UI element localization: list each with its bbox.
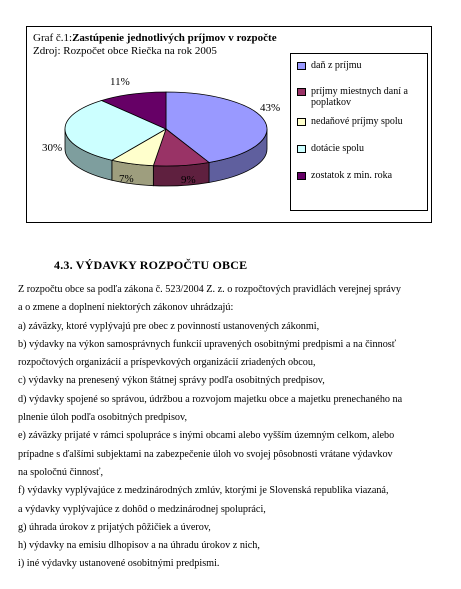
body-line: a výdavky vyplývajúce z dohôd o medzinárodnej spolupráci,: [18, 503, 266, 515]
body-line: a o zmene a doplnení niektorých zákonov uhrádzajú:: [18, 302, 234, 314]
section-heading: 4.3. VÝDAVKY ROZPOČTU OBCE: [54, 258, 248, 272]
data-label-dan-z-prijmu: 43%: [260, 102, 281, 114]
data-label-nedanove: 7%: [119, 173, 134, 185]
legend-label: príjmy miestnych daní a poplatkov: [311, 86, 408, 108]
body-line: prípadne s ďalšími subjektami na zabezpečenie úloh vo svojej pôsobnosti vrátane výdavkov: [18, 448, 393, 460]
chart-subtitle: Zdroj: Rozpočet obce Riečka na rok 2005: [33, 45, 217, 57]
body-line: f) výdavky vyplývajúce z medzinárodných zmlúv, ktorými je Slovenská republika viazaná,: [18, 485, 389, 497]
chart-legend: [290, 53, 428, 211]
chart-title-main: Zastúpenie jednotlivých príjmov v rozpočte: [72, 32, 277, 44]
legend-label: nedaňové príjmy spolu: [311, 116, 403, 127]
body-line: d) výdavky spojené so správou, údržbou a rozvojom majetku obce a majetku prenechaného na: [18, 393, 403, 405]
body-line: h) výdavky na emisiu dlhopisov a na úhradu úrokov z nich,: [18, 540, 260, 552]
body-line: i) iné výdavky ustanovené osobitnými predpismi.: [18, 558, 220, 570]
body-line: c) výdavky na prenesený výkon štátnej správy podľa osobitných predpisov,: [18, 375, 325, 387]
legend-swatch: [297, 145, 306, 153]
data-label-zostatok: 11%: [110, 76, 130, 88]
body-line: Z rozpočtu obce sa podľa zákona č. 523/2004 Z. z. o rozpočtových pravidlách verejnej správy: [18, 284, 401, 295]
body-line: plnenie úloh podľa osobitných predpisov,: [18, 412, 187, 424]
legend-label: dotácie spolu: [311, 143, 365, 154]
chart-frame: [26, 26, 432, 223]
legend-swatch: [297, 172, 306, 180]
body-line: e) záväzky prijaté v rámci spolupráce s inými obcami alebo vyšším územným celkom, alebo: [18, 430, 395, 442]
data-label-miestne-dane: 9%: [181, 174, 196, 186]
section-body: [18, 281, 450, 574]
body-line: na spoločnú činnosť,: [18, 466, 103, 478]
legend-swatch: [297, 118, 306, 126]
body-line: rozpočtových organizácií a príspevkových organizácií zriadených obcou,: [18, 357, 316, 369]
legend-swatch: [297, 62, 306, 70]
legend-label: zostatok z min. roka: [311, 170, 393, 181]
legend-label: daň z príjmu: [311, 60, 362, 71]
body-line: g) úhrada úrokov z prijatých pôžičiek a úverov,: [18, 521, 211, 533]
legend-swatch: [297, 88, 306, 96]
data-label-dotacie: 30%: [42, 142, 63, 154]
body-line: a) záväzky, ktoré vyplývajú pre obec z povinností ustanovených zákonmi,: [18, 320, 320, 332]
body-line: b) výdavky na výkon samosprávnych funkcií upravených osobitnými predpismi a na činnosť: [18, 338, 397, 350]
chart-title-prefix: Graf č.1:: [33, 32, 73, 44]
